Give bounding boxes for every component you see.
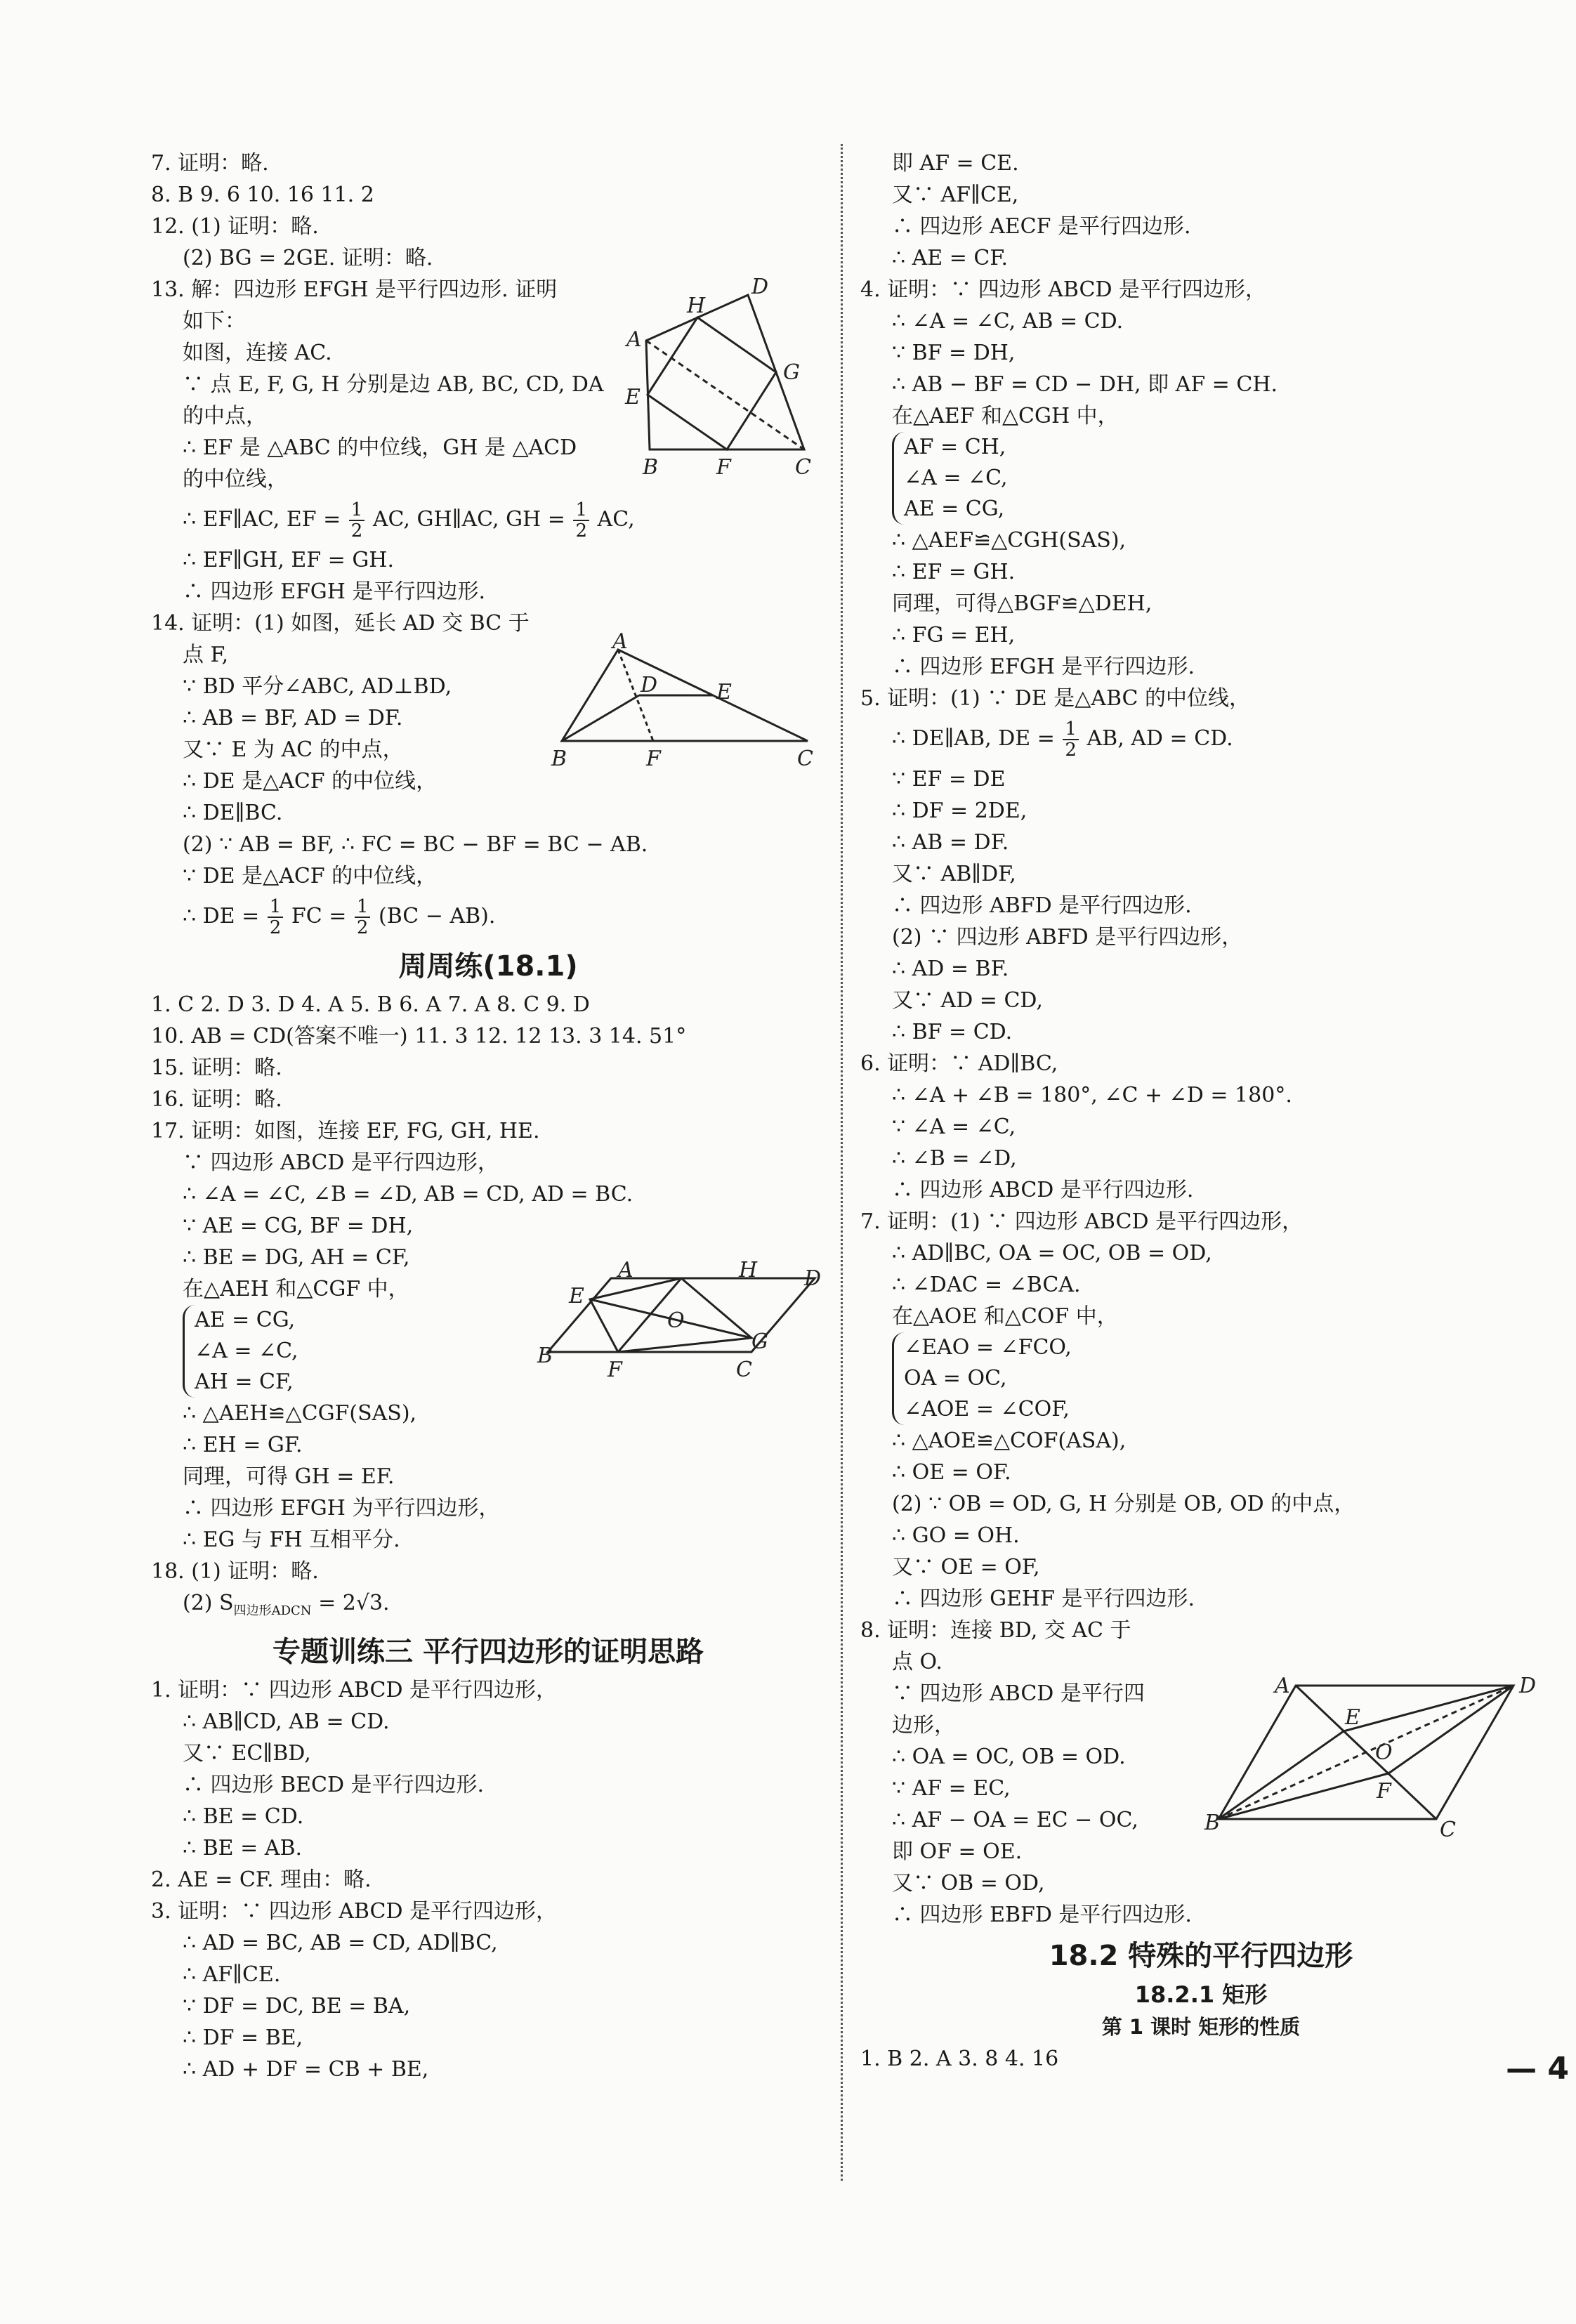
figure-8-parallelogram [1204, 1672, 1549, 1840]
answer-line-fraction: ∴ DE∥AB, DE = $\frac{1}{2}$ AB, AD = CD. [892, 718, 1233, 761]
answer-line: 3. 证明：∵ 四边形 ABCD 是平行四边形， [151, 1899, 558, 1924]
svg-text:B: B [643, 455, 659, 480]
answer-line: 1. B 2. A 3. 8 4. 16 [860, 2047, 1059, 2071]
answer-line: 又∵ AB∥DF, [892, 862, 1016, 886]
answer-line: (2) BG = 2GE. 证明：略. [183, 246, 433, 270]
answer-line: 在△AOE 和△COF 中， [892, 1304, 1118, 1329]
answer-line: ∴ 四边形 EFGH 为平行四边形， [183, 1496, 500, 1521]
answer-line: ∴ 四边形 BECD 是平行四边形. [183, 1773, 485, 1797]
subsection-heading: 18.2.1 矩形 [1134, 1981, 1268, 2008]
answer-line: 在△AEH 和△CGF 中， [183, 1277, 409, 1301]
answer-line: ∵ BF = DH, [892, 341, 1016, 365]
answer-line: ∴ ∠A = ∠C, AB = CD. [892, 309, 1124, 334]
answer-line: 16. 证明：略. [151, 1087, 282, 1112]
answer-line: ∴ 四边形 EFGH 是平行四边形. [892, 655, 1195, 679]
fraction: $\frac{1}{2}$ [1063, 719, 1079, 760]
answer-line: 边形， [892, 1713, 955, 1738]
answer-line: 10. AB = CD(答案不唯一) 11. 3 12. 12 13. 3 14. 51° [151, 1024, 687, 1049]
svg-text:F: F [1377, 1779, 1391, 1804]
answer-line: ∴ ∠A + ∠B = 180°, ∠C + ∠D = 180°. [892, 1083, 1292, 1108]
answer-line: ∴ AD∥BC, OA = OC, OB = OD, [892, 1241, 1212, 1266]
answer-line: ∴ ∠B = ∠D, [892, 1146, 1017, 1171]
svg-text:C: C [795, 455, 811, 480]
lesson-heading: 第 1 课时 矩形的性质 [1101, 2015, 1301, 2039]
answer-line: ∵ BD 平分∠ABC, AD⊥BD, [183, 674, 452, 699]
answer-line: 7. 证明：(1) ∵ 四边形 ABCD 是平行四边形， [860, 1209, 1304, 1234]
answer-line: (2) ∵ 四边形 ABFD 是平行四边形， [892, 925, 1243, 950]
svg-text:D: D [751, 275, 769, 299]
answer-line: 4. 证明：∵ 四边形 ABCD 是平行四边形， [860, 277, 1267, 302]
answer-line: ∴ AF∥CE. [183, 1962, 281, 1987]
svg-text:G: G [783, 360, 800, 385]
svg-text:F: F [716, 455, 731, 480]
equation-system: AF = CH, ∠A = ∠C, AE = CG, [892, 432, 1542, 525]
answer-line: ∴ AB = DF. [892, 830, 1009, 855]
svg-text:D: D [804, 1266, 822, 1291]
answer-line: ∵ 点 E, F, G, H 分别是边 AB, BC, CD, DA [183, 372, 604, 397]
answer-line: ∴ ∠DAC = ∠BCA. [892, 1273, 1081, 1297]
svg-text:A: A [618, 1258, 633, 1282]
figure-17-parallelogram [537, 1257, 829, 1384]
answer-line: ∴ 四边形 AECF 是平行四边形. [892, 214, 1191, 239]
column-divider [841, 144, 843, 2181]
svg-text:B: B [1204, 1811, 1221, 1835]
answer-line: ∵ AE = CG, BF = DH, [183, 1214, 414, 1238]
answer-line: ∴ EG 与 FH 互相平分. [183, 1528, 400, 1552]
answer-line: ∴ EF∥GH, EF = GH. [183, 548, 394, 572]
answer-line: 14. 证明：(1) 如图，延长 AD 交 BC 于 [151, 611, 530, 636]
answer-line: ∴ AD + DF = CB + BE, [183, 2057, 429, 2082]
answer-line: ∵ 四边形 ABCD 是平行四边形， [183, 1150, 499, 1175]
answer-line: ∴ BE = CD. [183, 1804, 304, 1829]
answer-line-fraction: ∴ EF∥AC, EF = $\frac{1}{2}$ AC, GH∥AC, GH = $\frac{1}{2}$ AC, [183, 499, 635, 541]
answer-line: ∴ AB − BF = CD − DH, 即 AF = CH. [892, 372, 1278, 397]
svg-text:A: A [626, 327, 642, 352]
answer-line: ∵ 四边形 ABCD 是平行四 [892, 1681, 1145, 1706]
answer-line: ∴ 四边形 ABFD 是平行四边形. [892, 893, 1192, 918]
answer-line: ∴ FG = EH, [892, 623, 1016, 648]
answer-line: 1. 证明：∵ 四边形 ABCD 是平行四边形， [151, 1678, 558, 1702]
answer-line: ∴ DF = BE, [183, 2026, 303, 2050]
svg-text:E: E [1345, 1705, 1360, 1730]
answer-line: ∴ ∠A = ∠C, ∠B = ∠D, AB = CD, AD = BC. [183, 1182, 633, 1207]
answer-line: ∴ AB = BF, AD = DF. [183, 706, 403, 730]
answer-line: 13. 解：四边形 EFGH 是平行四边形. 证明 [151, 277, 558, 302]
answer-line: ∴ BF = CD. [892, 1020, 1013, 1044]
answer-line: 又∵ AD = CD, [892, 988, 1043, 1013]
answer-line: 即 AF = CE. [892, 151, 1019, 176]
answer-line: 即 OF = OE. [892, 1839, 1023, 1864]
answer-line: 又∵ OB = OD, [892, 1871, 1045, 1896]
answer-line: ∴ △AEF≌△CGH(SAS), [892, 528, 1127, 553]
svg-text:D: D [1519, 1674, 1537, 1698]
section-heading: 专题训练三 平行四边形的证明思路 [272, 1636, 704, 1668]
answer-line: 2. AE = CF. 理由：略. [151, 1867, 372, 1892]
svg-text:E: E [569, 1284, 584, 1308]
answer-line: 同理，可得△BGF≌△DEH, [892, 591, 1153, 616]
answer-line: ∵ DE 是△ACF 的中位线， [183, 864, 438, 888]
answer-line: ∵ EF = DE [892, 767, 1006, 792]
answer-line: 6. 证明：∵ AD∥BC, [860, 1051, 1058, 1076]
svg-text:D: D [641, 673, 658, 697]
answer-line: ∴ OE = OF. [892, 1460, 1011, 1485]
answer-line: ∵ DF = DC, BE = BA, [183, 1994, 411, 2018]
answer-line: ∴ AB∥CD, AB = CD. [183, 1709, 390, 1734]
answer-line: 又∵ OE = OF, [892, 1555, 1040, 1580]
svg-text:C: C [1440, 1818, 1456, 1842]
answer-line: ∴ GO = OH. [892, 1523, 1020, 1548]
svg-text:F: F [608, 1358, 622, 1382]
answer-line: 8. B 9. 6 10. 16 11. 2 [151, 183, 374, 207]
svg-text:E: E [625, 385, 641, 409]
svg-text:B: B [537, 1344, 553, 1368]
equation-system: ∠EAO = ∠FCO, OA = OC, ∠AOE = ∠COF, [892, 1332, 1542, 1425]
svg-text:A: A [1275, 1674, 1290, 1698]
svg-text:H: H [739, 1258, 758, 1282]
answer-line-fraction: ∴ DE = $\frac{1}{2}$ FC = $\frac{1}{2}$ (BC − AB). [183, 896, 496, 938]
answer-line: (2) ∵ AB = BF, ∴ FC = BC − BF = BC − AB. [183, 832, 648, 857]
answer-line: 15. 证明：略. [151, 1056, 282, 1080]
answer-line: 点 F, [183, 643, 229, 667]
answer-line: 又∵ E 为 AC 的中点， [183, 737, 404, 762]
answer-line: ∴ 四边形 EFGH 是平行四边形. [183, 579, 485, 604]
answer-line: ∴ △AEH≌△CGF(SAS), [183, 1401, 417, 1426]
answer-line: ∴ △AOE≌△COF(ASA), [892, 1429, 1127, 1453]
answer-line: 又∵ AF∥CE, [892, 183, 1019, 207]
answer-line: ∴ EH = GF. [183, 1433, 303, 1457]
svg-text:B: B [551, 747, 567, 771]
answer-line: ∵ ∠A = ∠C, [892, 1115, 1016, 1139]
answer-line: 点 O. [892, 1650, 943, 1674]
answer-line: 5. 证明：(1) ∵ DE 是△ABC 的中位线， [860, 686, 1251, 711]
answer-line: ∴ OA = OC, OB = OD. [892, 1745, 1126, 1769]
answer-line: 18. (1) 证明：略. [151, 1559, 319, 1584]
answer-line: ∵ AF = EC, [892, 1776, 1011, 1801]
fraction: $\frac{1}{2}$ [573, 500, 589, 541]
page-number: — 4 [1506, 2051, 1569, 2087]
answer-line: ∴ DE 是△ACF 的中位线， [183, 769, 438, 794]
svg-text:E: E [716, 680, 732, 704]
answer-line: ∴ 四边形 GEHF 是平行四边形. [892, 1587, 1195, 1611]
answer-line: ∴ 四边形 EBFD 是平行四边形. [892, 1903, 1192, 1927]
answer-line: ∴ AD = BC, AB = CD, AD∥BC, [183, 1931, 498, 1955]
answer-line: 8. 证明：连接 BD, 交 AC 于 [860, 1618, 1131, 1643]
answer-line: ∴ AD = BF. [892, 957, 1009, 981]
svg-text:G: G [751, 1330, 768, 1354]
answer-line: 如图，连接 AC. [183, 341, 332, 365]
answer-line: 12. (1) 证明：略. [151, 214, 319, 239]
answer-line: ∴ 四边形 ABCD 是平行四边形. [892, 1178, 1194, 1202]
answer-line: ∴ AE = CF. [892, 246, 1009, 270]
svg-text:O: O [667, 1308, 685, 1333]
section-heading: 18.2 特殊的平行四边形 [1049, 1940, 1353, 1972]
section-heading: 周周练(18.1) [398, 950, 578, 983]
figure-14-triangle [548, 629, 829, 776]
svg-text:F: F [646, 747, 661, 771]
answer-line: ∴ EF = GH. [892, 560, 1016, 584]
answer-line: 1. C 2. D 3. D 4. A 5. B 6. A 7. A 8. C 9. D [151, 992, 590, 1017]
svg-text:C: C [736, 1358, 752, 1382]
answer-line: ∴ BE = AB. [183, 1836, 303, 1860]
fraction: $\frac{1}{2}$ [268, 897, 284, 938]
answer-line: ∴ DF = 2DE, [892, 799, 1027, 823]
fraction: $\frac{1}{2}$ [355, 897, 371, 938]
svg-text:O: O [1375, 1740, 1393, 1765]
answer-line: (2) $S_{四边形ADCN} = 2√3$. [183, 1591, 390, 1618]
answer-line: 如下： [183, 309, 246, 334]
svg-text:A: A [612, 629, 628, 654]
answer-line: 同理，可得 GH = EF. [183, 1464, 395, 1489]
svg-text:C: C [797, 747, 813, 771]
answer-line: ∴ BE = DG, AH = CF, [183, 1245, 410, 1270]
answer-line: 又∵ EC∥BD, [183, 1741, 311, 1766]
answer-line: ∴ DE∥BC. [183, 801, 283, 825]
answer-line: ∴ EF 是 △ABC 的中位线，GH 是 △ACD [183, 435, 577, 460]
fraction: $\frac{1}{2}$ [349, 500, 365, 541]
svg-text:H: H [687, 294, 706, 318]
answer-line: 的中位线， [183, 467, 288, 492]
answer-line: 在△AEF 和△CGH 中， [892, 404, 1119, 428]
answer-line: 7. 证明：略. [151, 151, 269, 176]
answer-line: (2) ∵ OB = OD, G, H 分别是 OB, OD 的中点， [892, 1492, 1355, 1516]
figure-13-quadrilateral [611, 274, 822, 485]
equation-system: AE = CG, ∠A = ∠C, AH = CF, [183, 1305, 825, 1398]
answer-line: 17. 证明：如图，连接 EF, FG, GH, HE. [151, 1119, 540, 1143]
answer-line: 的中点， [183, 404, 267, 428]
answer-line: ∴ AF − OA = EC − OC, [892, 1808, 1138, 1832]
